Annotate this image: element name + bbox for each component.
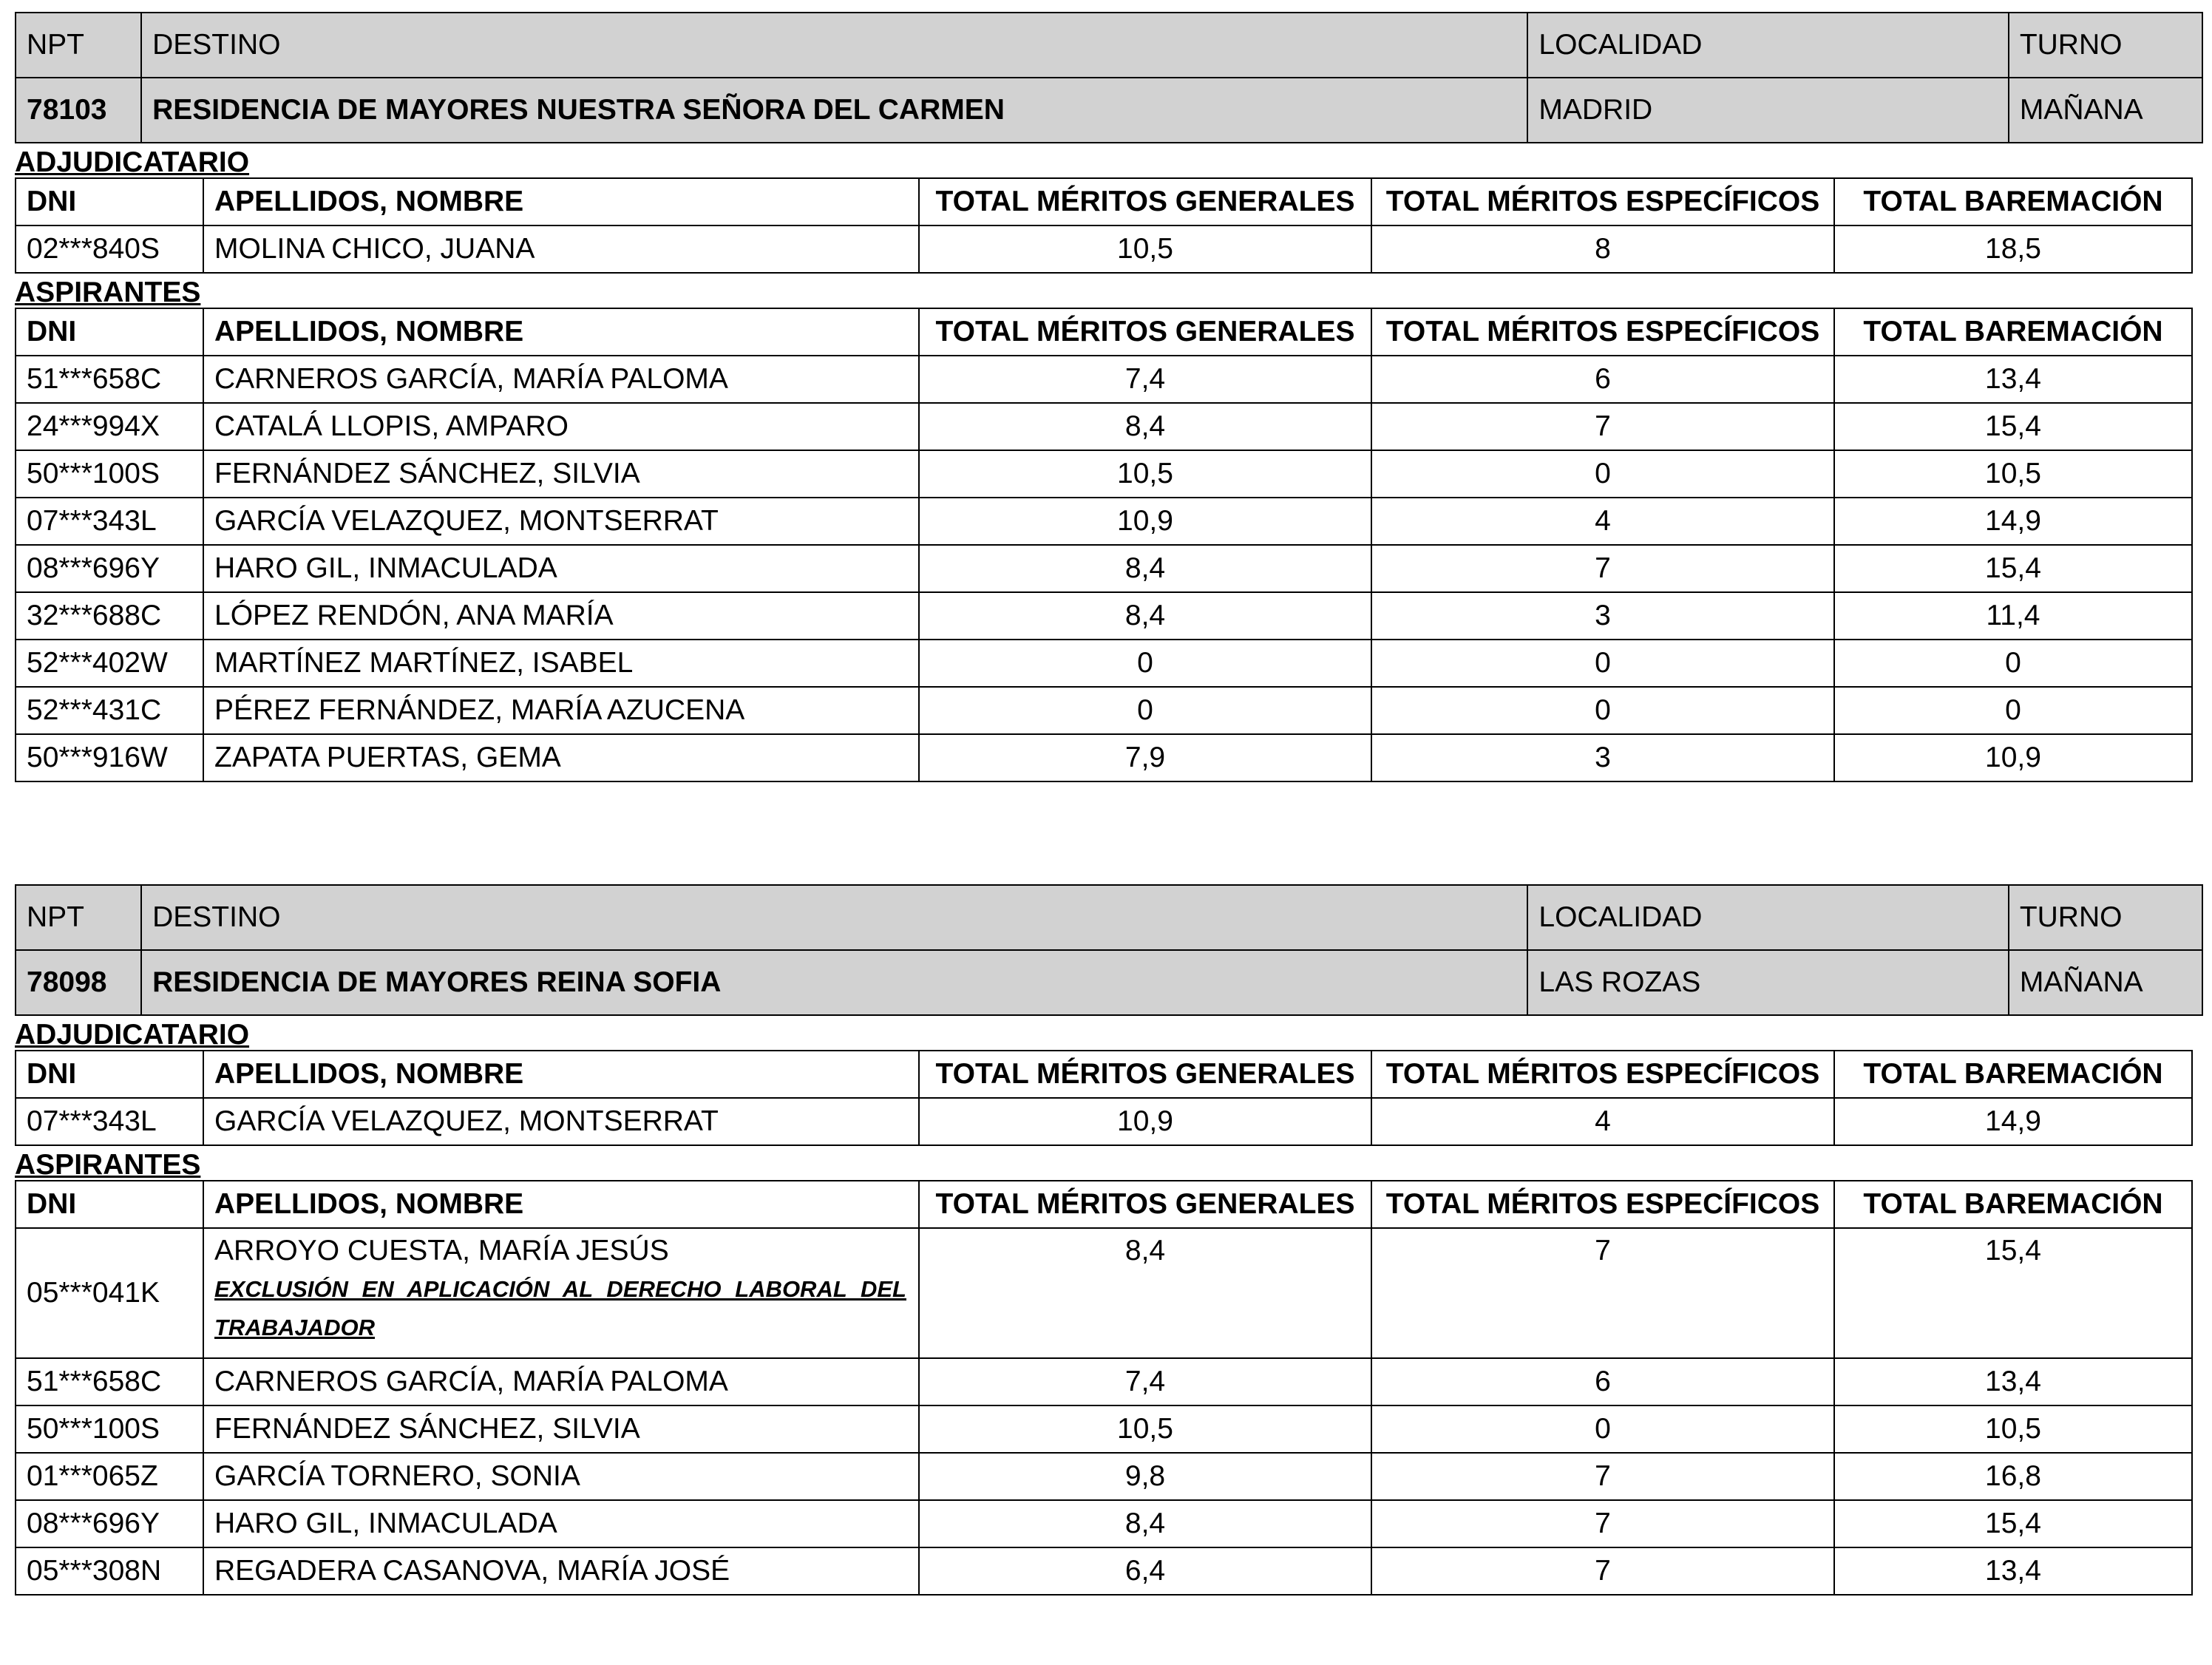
generales-cell: 0 xyxy=(919,687,1371,734)
table-row xyxy=(16,225,2192,273)
turno-header: TURNO xyxy=(2009,13,2202,78)
total-cell: 10,5 xyxy=(1834,1405,2192,1453)
dni-cell: 32***688C xyxy=(16,592,203,640)
dni-cell: 08***696Y xyxy=(16,1500,203,1547)
generales-cell: 7,9 xyxy=(919,734,1371,781)
destination-values xyxy=(16,950,2202,1015)
destino-header: DESTINO xyxy=(141,885,1527,950)
generales-cell: 8,4 xyxy=(919,592,1371,640)
dni-cell: 05***308N xyxy=(16,1547,203,1595)
aspirantes-label: ASPIRANTES xyxy=(15,277,201,308)
dni-cell: 50***100S xyxy=(16,1405,203,1453)
generales-cell: 10,9 xyxy=(919,1098,1371,1145)
total-cell: 10,9 xyxy=(1834,734,2192,781)
dni-cell: 51***658C xyxy=(16,356,203,403)
destino-value: RESIDENCIA DE MAYORES REINA SOFIA xyxy=(141,950,1527,1015)
npt-value: 78103 xyxy=(16,78,141,143)
nombre-cell: ZAPATA PUERTAS, GEMA xyxy=(203,734,919,781)
total-cell: 13,4 xyxy=(1834,1358,2192,1405)
especificos-cell: 0 xyxy=(1371,450,1834,498)
especificos-cell: 6 xyxy=(1371,1358,1834,1405)
especificos-cell: 3 xyxy=(1371,734,1834,781)
localidad-header: LOCALIDAD xyxy=(1527,885,2008,950)
generales-cell: 10,9 xyxy=(919,498,1371,545)
table-header-row xyxy=(16,1181,2192,1228)
total-cell: 0 xyxy=(1834,687,2192,734)
generales-cell: 7,4 xyxy=(919,356,1371,403)
nombre-cell: FERNÁNDEZ SÁNCHEZ, SILVIA xyxy=(203,1405,919,1453)
especificos-cell: 7 xyxy=(1371,1547,1834,1595)
nombre-cell: FERNÁNDEZ SÁNCHEZ, SILVIA xyxy=(203,450,919,498)
total-cell: 10,5 xyxy=(1834,450,2192,498)
especificos-cell: 6 xyxy=(1371,356,1834,403)
total-cell: 16,8 xyxy=(1834,1453,2192,1500)
turno-header: TURNO xyxy=(2009,885,2202,950)
nombre-cell: REGADERA CASANOVA, MARÍA JOSÉ xyxy=(203,1547,919,1595)
dni-header: DNI xyxy=(16,1051,203,1098)
table-header-row xyxy=(16,308,2192,356)
dni-cell: 07***343L xyxy=(16,1098,203,1145)
generales-cell: 9,8 xyxy=(919,1453,1371,1500)
especificos-cell: 0 xyxy=(1371,640,1834,687)
nombre-cell: CATALÁ LLOPIS, AMPARO xyxy=(203,403,919,450)
especificos-cell: 8 xyxy=(1371,225,1834,273)
dni-cell: 51***658C xyxy=(16,1358,203,1405)
table-row xyxy=(16,1500,2192,1547)
dni-cell: 02***840S xyxy=(16,225,203,273)
generales-cell: 8,4 xyxy=(919,545,1371,592)
table-row xyxy=(16,450,2192,498)
generales-header: TOTAL MÉRITOS GENERALES xyxy=(919,1181,1371,1228)
nombre-header: APELLIDOS, NOMBRE xyxy=(203,1181,919,1228)
table-row xyxy=(16,640,2192,687)
destino-header: DESTINO xyxy=(141,13,1527,78)
generales-cell: 8,4 xyxy=(919,1228,1371,1358)
table-row xyxy=(16,687,2192,734)
section-78103 xyxy=(15,12,2203,782)
turno-value: MAÑANA xyxy=(2009,950,2202,1015)
especificos-header: TOTAL MÉRITOS ESPECÍFICOS xyxy=(1371,308,1834,356)
nombre-cell xyxy=(203,1228,919,1358)
table-row xyxy=(16,1547,2192,1595)
total-cell: 14,9 xyxy=(1834,1098,2192,1145)
especificos-cell: 4 xyxy=(1371,498,1834,545)
destination-values xyxy=(16,78,2202,143)
total-cell: 14,9 xyxy=(1834,498,2192,545)
especificos-cell: 3 xyxy=(1371,592,1834,640)
generales-cell: 10,5 xyxy=(919,450,1371,498)
table-row xyxy=(16,1228,2192,1358)
nombre-cell: HARO GIL, INMACULADA xyxy=(203,545,919,592)
adjudicatario-label: ADJUDICATARIO xyxy=(15,1019,250,1051)
generales-cell: 6,4 xyxy=(919,1547,1371,1595)
especificos-cell: 7 xyxy=(1371,1453,1834,1500)
total-cell: 18,5 xyxy=(1834,225,2192,273)
adjudicatario-label: ADJUDICATARIO xyxy=(15,146,250,178)
table-row xyxy=(16,1453,2192,1500)
especificos-header: TOTAL MÉRITOS ESPECÍFICOS xyxy=(1371,1181,1834,1228)
generales-cell: 8,4 xyxy=(919,403,1371,450)
total-cell: 15,4 xyxy=(1834,1228,2192,1358)
generales-cell: 10,5 xyxy=(919,1405,1371,1453)
dni-cell: 50***100S xyxy=(16,450,203,498)
dni-cell: 05***041K xyxy=(16,1228,203,1358)
especificos-cell: 4 xyxy=(1371,1098,1834,1145)
especificos-cell: 7 xyxy=(1371,403,1834,450)
especificos-header: TOTAL MÉRITOS ESPECÍFICOS xyxy=(1371,1051,1834,1098)
especificos-cell: 7 xyxy=(1371,545,1834,592)
localidad-value: MADRID xyxy=(1527,78,2008,143)
total-cell: 0 xyxy=(1834,640,2192,687)
total-cell: 15,4 xyxy=(1834,545,2192,592)
table-row xyxy=(16,734,2192,781)
nombre-cell: PÉREZ FERNÁNDEZ, MARÍA AZUCENA xyxy=(203,687,919,734)
aspirantes-table xyxy=(15,308,2193,782)
generales-cell: 10,5 xyxy=(919,225,1371,273)
especificos-cell: 0 xyxy=(1371,1405,1834,1453)
total-cell: 13,4 xyxy=(1834,356,2192,403)
turno-value: MAÑANA xyxy=(2009,78,2202,143)
total-header: TOTAL BAREMACIÓN xyxy=(1834,1051,2192,1098)
npt-header: NPT xyxy=(16,885,141,950)
total-header: TOTAL BAREMACIÓN xyxy=(1834,1181,2192,1228)
localidad-header: LOCALIDAD xyxy=(1527,13,2008,78)
table-row xyxy=(16,1098,2192,1145)
table-header-row xyxy=(16,178,2192,225)
adjudicatario-table xyxy=(15,177,2193,274)
total-header: TOTAL BAREMACIÓN xyxy=(1834,178,2192,225)
dni-header: DNI xyxy=(16,308,203,356)
generales-header: TOTAL MÉRITOS GENERALES xyxy=(919,1051,1371,1098)
especificos-cell: 0 xyxy=(1371,687,1834,734)
dni-cell: 07***343L xyxy=(16,498,203,545)
total-header: TOTAL BAREMACIÓN xyxy=(1834,308,2192,356)
table-header-row xyxy=(16,1051,2192,1098)
nombre-cell: GARCÍA VELAZQUEZ, MONTSERRAT xyxy=(203,1098,919,1145)
total-cell: 15,4 xyxy=(1834,403,2192,450)
table-row xyxy=(16,356,2192,403)
dni-header: DNI xyxy=(16,178,203,225)
aspirantes-label: ASPIRANTES xyxy=(15,1149,201,1181)
nombre-cell: LÓPEZ RENDÓN, ANA MARÍA xyxy=(203,592,919,640)
dni-cell: 50***916W xyxy=(16,734,203,781)
nombre-cell: CARNEROS GARCÍA, MARÍA PALOMA xyxy=(203,356,919,403)
adjudicatario-table xyxy=(15,1050,2193,1146)
especificos-cell: 7 xyxy=(1371,1228,1834,1358)
section-78098 xyxy=(15,884,2203,1596)
nombre-header: APELLIDOS, NOMBRE xyxy=(203,308,919,356)
destination-header-table xyxy=(15,884,2203,1016)
aspirantes-table xyxy=(15,1180,2193,1596)
generales-header: TOTAL MÉRITOS GENERALES xyxy=(919,178,1371,225)
table-row xyxy=(16,545,2192,592)
nombre-cell: MARTÍNEZ MARTÍNEZ, ISABEL xyxy=(203,640,919,687)
dni-cell: 52***431C xyxy=(16,687,203,734)
npt-header: NPT xyxy=(16,13,141,78)
destino-value: RESIDENCIA DE MAYORES NUESTRA SEÑORA DEL CARMEN xyxy=(141,78,1527,143)
generales-cell: 0 xyxy=(919,640,1371,687)
nombre-text: ARROYO CUESTA, MARÍA JESÚS xyxy=(214,1235,669,1266)
table-row xyxy=(16,592,2192,640)
total-cell: 11,4 xyxy=(1834,592,2192,640)
nombre-cell: CARNEROS GARCÍA, MARÍA PALOMA xyxy=(203,1358,919,1405)
nombre-cell: MOLINA CHICO, JUANA xyxy=(203,225,919,273)
dni-cell: 24***994X xyxy=(16,403,203,450)
destination-header-labels xyxy=(16,13,2202,78)
dni-cell: 52***402W xyxy=(16,640,203,687)
destination-header-table xyxy=(15,12,2203,143)
table-row xyxy=(16,1358,2192,1405)
exclusion-note: EXCLUSIÓN EN APLICACIÓN AL DERECHO LABORAL DEL TRABAJADOR xyxy=(214,1276,906,1340)
especificos-header: TOTAL MÉRITOS ESPECÍFICOS xyxy=(1371,178,1834,225)
especificos-cell: 7 xyxy=(1371,1500,1834,1547)
dni-header: DNI xyxy=(16,1181,203,1228)
nombre-header: APELLIDOS, NOMBRE xyxy=(203,178,919,225)
table-row xyxy=(16,1405,2192,1453)
generales-cell: 7,4 xyxy=(919,1358,1371,1405)
localidad-value: LAS ROZAS xyxy=(1527,950,2008,1015)
nombre-cell: GARCÍA VELAZQUEZ, MONTSERRAT xyxy=(203,498,919,545)
nombre-header: APELLIDOS, NOMBRE xyxy=(203,1051,919,1098)
nombre-cell: HARO GIL, INMACULADA xyxy=(203,1500,919,1547)
generales-header: TOTAL MÉRITOS GENERALES xyxy=(919,308,1371,356)
table-row xyxy=(16,403,2192,450)
dni-cell: 08***696Y xyxy=(16,545,203,592)
total-cell: 15,4 xyxy=(1834,1500,2192,1547)
nombre-cell: GARCÍA TORNERO, SONIA xyxy=(203,1453,919,1500)
generales-cell: 8,4 xyxy=(919,1500,1371,1547)
npt-value: 78098 xyxy=(16,950,141,1015)
table-row xyxy=(16,498,2192,545)
dni-cell: 01***065Z xyxy=(16,1453,203,1500)
destination-header-labels xyxy=(16,885,2202,950)
total-cell: 13,4 xyxy=(1834,1547,2192,1595)
